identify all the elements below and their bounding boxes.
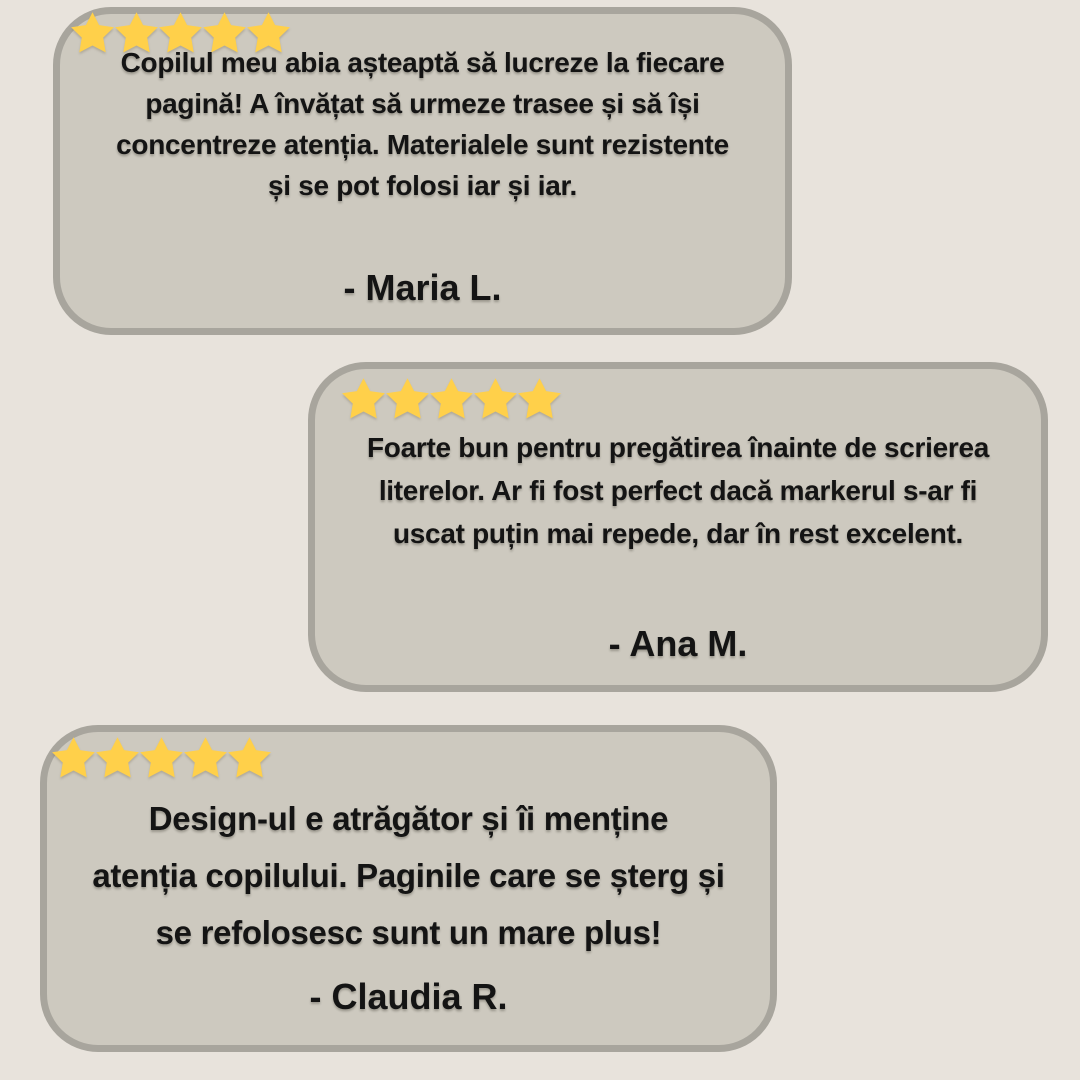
review-author: - Maria L. [343,267,502,308]
star-rating [341,377,561,420]
review-card-ana [308,362,1048,692]
review-card-maria [53,7,792,335]
star-icon [473,377,518,420]
star-rating [51,736,271,779]
star-icon [139,736,184,779]
star-icon [183,736,228,779]
star-icon [95,736,140,779]
star-icon [227,736,272,779]
star-icon [429,377,474,420]
star-icon [51,736,96,779]
review-author: - Ana M. [608,623,748,664]
review-author: - Claudia R. [309,976,508,1017]
review-text: Copilul meu abia așteaptă să lucreze la fiecare pagină! A învățat să urmeze trasee și să își concentreze atenția. Materialele sunt rezistente și se pot folosi iar și iar. [116,47,729,201]
review-text: Foarte bun pentru pregătirea înainte de scrierea literelor. Ar fi fost perfect dacă markerul s-ar fi uscat puțin mai repede, dar în rest excelent. [367,432,989,549]
star-icon [385,377,430,420]
star-icon [341,377,386,420]
review-card-claudia [40,725,777,1052]
review-text: Design-ul e atrăgător și îi menține atenția copilului. Paginile care se șterg și se refolosesc sunt un mare plus! [92,800,725,951]
star-icon [517,377,562,420]
